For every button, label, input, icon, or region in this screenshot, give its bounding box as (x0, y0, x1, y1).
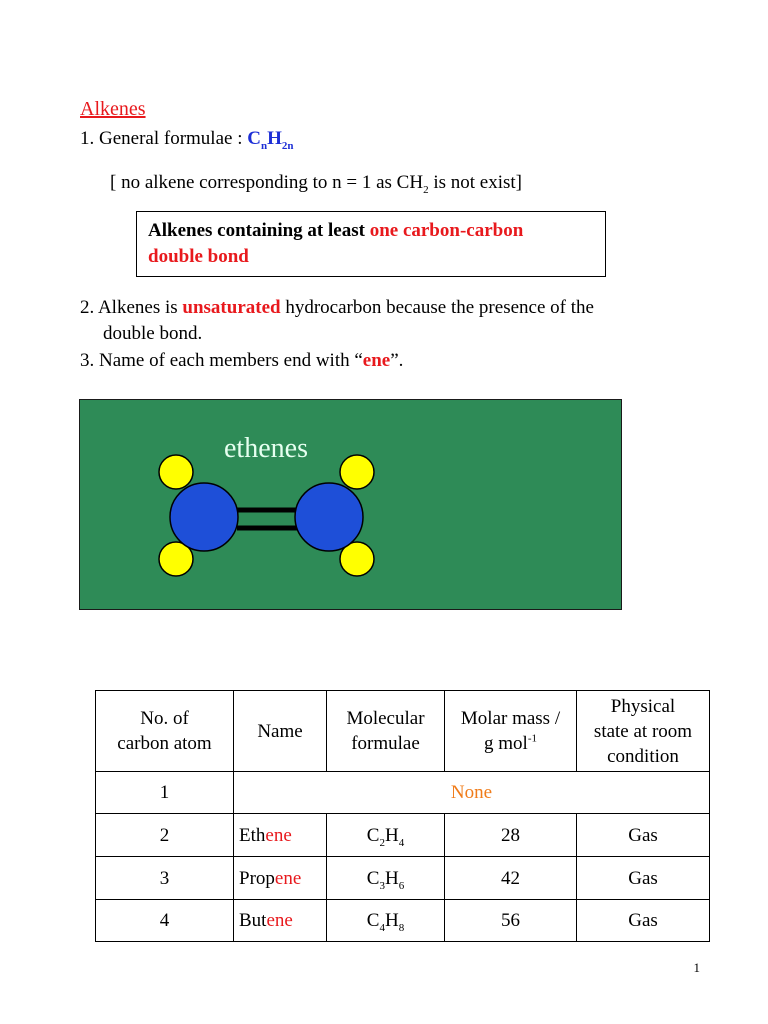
item-naming (80, 348, 403, 374)
page-number: 1 (693, 960, 700, 975)
carbon-atom (295, 483, 363, 551)
table-row (96, 857, 710, 900)
cell-state: Gas (577, 900, 710, 942)
definition-text: Alkenes containing at least (148, 220, 370, 241)
note-text: [ no alkene corresponding to n = 1 as CH (110, 172, 424, 193)
header-carbon-count: No. of carbon atom (96, 691, 234, 772)
cell-carbon-count: 2 (96, 814, 234, 857)
item2-line2: double bond. (103, 323, 203, 344)
item-unsaturated (80, 295, 594, 321)
cell-molar-mass: 56 (445, 900, 577, 942)
ethene-molecule-diagram (79, 399, 622, 610)
item2-text-rest: hydrocarbon because the presence of the (280, 297, 594, 318)
cell-molar-mass: 42 (445, 857, 577, 900)
item1-text: 1. General formulae : (80, 128, 248, 149)
note-sub: 2 (423, 183, 429, 196)
table-row (96, 900, 710, 942)
cell-state: Gas (577, 814, 710, 857)
cell-carbon-count: 3 (96, 857, 234, 900)
alkene-table (95, 690, 710, 942)
cell-formula: $C_3H_6$ (327, 857, 445, 900)
header-physical-state: Physical state at room condition (577, 691, 710, 772)
hydrogen-atom (340, 455, 374, 489)
cell-name: Ethene (234, 814, 327, 857)
item3-text: 3. Name of each members end with “ (80, 350, 363, 371)
header-molar-mass: Molar mass / g mol$^{-1}$ (445, 691, 577, 772)
carbon-atom (170, 483, 238, 551)
cell-formula: $C_4H_8$ (327, 900, 445, 942)
item3-text-end: ”. (390, 350, 404, 371)
definition-line-1 (148, 220, 523, 242)
general-formula (247, 128, 294, 152)
table-row (96, 772, 710, 814)
header-molecular-formula: Molecular formulae (327, 691, 445, 772)
item-general-formula (80, 126, 294, 152)
cell-name: Propene (234, 857, 327, 900)
ene-keyword: ene (362, 350, 391, 371)
formula-h: H (267, 128, 282, 149)
formula-c: C (247, 128, 261, 149)
table-row (96, 814, 710, 857)
definition-line-2: double bond (148, 246, 249, 267)
header-name: Name (234, 691, 327, 772)
molecule-label: ethenes (224, 433, 308, 464)
definition-highlight: one carbon-carbon (369, 220, 524, 241)
cell-name: Butene (234, 900, 327, 942)
table-header-row (96, 691, 710, 772)
cell-carbon-count: 1 (96, 772, 234, 814)
note-text-end: is not exist] (428, 172, 522, 193)
section-title: Alkenes (80, 98, 146, 120)
item2-text: 2. Alkenes is (80, 297, 183, 318)
formula-n: n (260, 139, 268, 152)
unsaturated-keyword: unsaturated (182, 297, 281, 318)
cell-carbon-count: 4 (96, 900, 234, 942)
note-line (110, 170, 522, 196)
cell-molar-mass: 28 (445, 814, 577, 857)
cell-formula: $C_2H_4$ (327, 814, 445, 857)
cell-state: Gas (577, 857, 710, 900)
formula-2n: 2n (281, 139, 294, 152)
hydrogen-atom (159, 455, 193, 489)
cell-none: None (234, 772, 710, 814)
definition-box (136, 211, 606, 277)
